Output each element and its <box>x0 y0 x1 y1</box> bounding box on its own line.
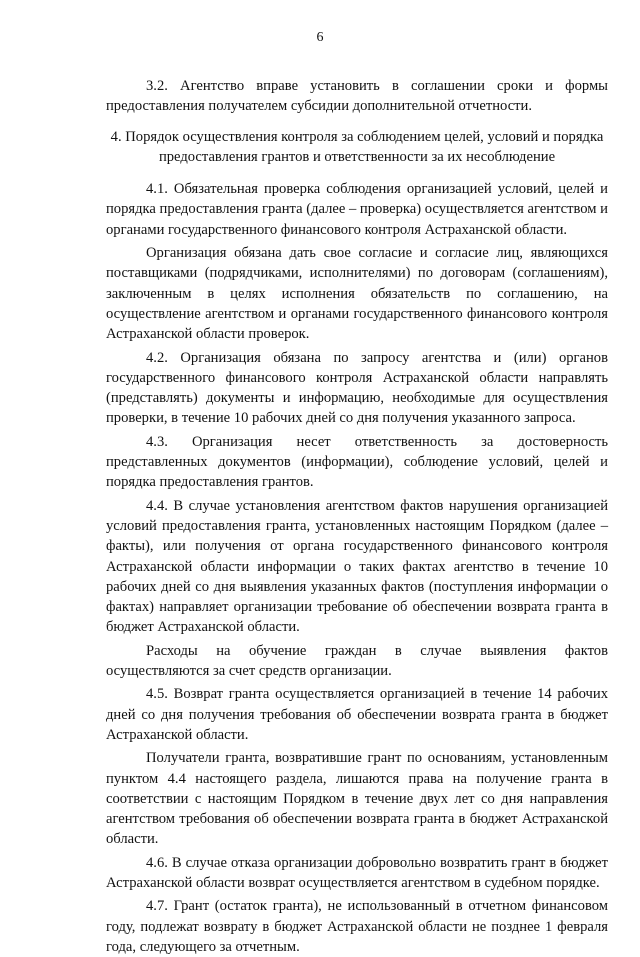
paragraph-training-costs: Расходы на обучение граждан в случае выявления фактов осуществляются за счет средств организации. <box>106 642 608 680</box>
paragraph-4-5: 4.5. Возврат гранта осуществляется организацией в течение 14 рабочих дней со дня получения требования об обеспечении возврата гранта в бюджет Астраханской области. <box>106 686 608 743</box>
paragraph-4-7: 4.7. Грант (остаток гранта), не использованный в отчетном финансовом году, подлежат возврату в бюджет Астраханской области не позднее 1 февраля года, следующего за отчетным. <box>106 898 608 955</box>
page-number: 6 <box>316 30 324 45</box>
paragraph-4-6: 4.6. В случае отказа организации добровольно возвратить грант в бюджет Астраханской области возврат осуществляется агентством в судебном порядке. <box>106 854 608 891</box>
section-heading: 4. Порядок осуществления контроля за соблюдением целей, условий и порядка предоставления грантов и ответственности за их несоблюдение <box>110 128 604 165</box>
paragraph-4-2: 4.2. Организация обязана по запросу агентства и (или) органов государственного финансового контроля Астраханской области направлять (представлять) документы и информацию, необходимые для осуществления проверки, в течение 10 рабочих дней со дня получения указанного запроса. <box>106 349 608 427</box>
paragraph-grant-recipients: Получатели гранта, возвратившие грант по основаниям, установленным пунктом 4.4 настоящего раздела, лишаются права на получение гранта в соответствии с настоящим Порядком в течение двух лет со дня направления агентством требования об обеспечении возврата гранта в бюджет Астраханской области. <box>106 750 608 848</box>
paragraph-consent: Организация обязана дать свое согласие и согласие лиц, являющихся поставщиками (подрядчиками, исполнителями) по договорам (соглашениям), заключенным в целях исполнения обязательств по соглашению, на осуществление агентством и органами государственного финансового контроля Астраханской области проверок. <box>106 245 608 343</box>
document-body <box>106 76 608 957</box>
paragraph-3-2: 3.2. Агентство вправе установить в соглашении сроки и формы предоставления получателем субсидии дополнительной отчетности. <box>106 78 608 115</box>
paragraph-4-4: 4.4. В случае установления агентством фактов нарушения организацией условий предоставления гранта, установленных настоящим Порядком (далее – факты), или получения от органа государственного финансового контроля Астраханской области информации о таких фактах агентство в течение 10 рабочих дней со дня выявления указанных фактов (поступления информации о фактах) направляет организации требование об обеспечении возврата гранта в бюджет Астраханской области. <box>106 497 608 636</box>
paragraph-4-1: 4.1. Обязательная проверка соблюдения организацией условий, целей и порядка предоставления гранта (далее – проверка) осуществляется агентством и органами государственного финансового контроля Астраханской области. <box>106 181 608 238</box>
paragraph-4-3: 4.3. Организация несет ответственность за достоверность представленных документов (информации), соблюдение условий, целей и порядка предоставления грантов. <box>106 433 608 491</box>
